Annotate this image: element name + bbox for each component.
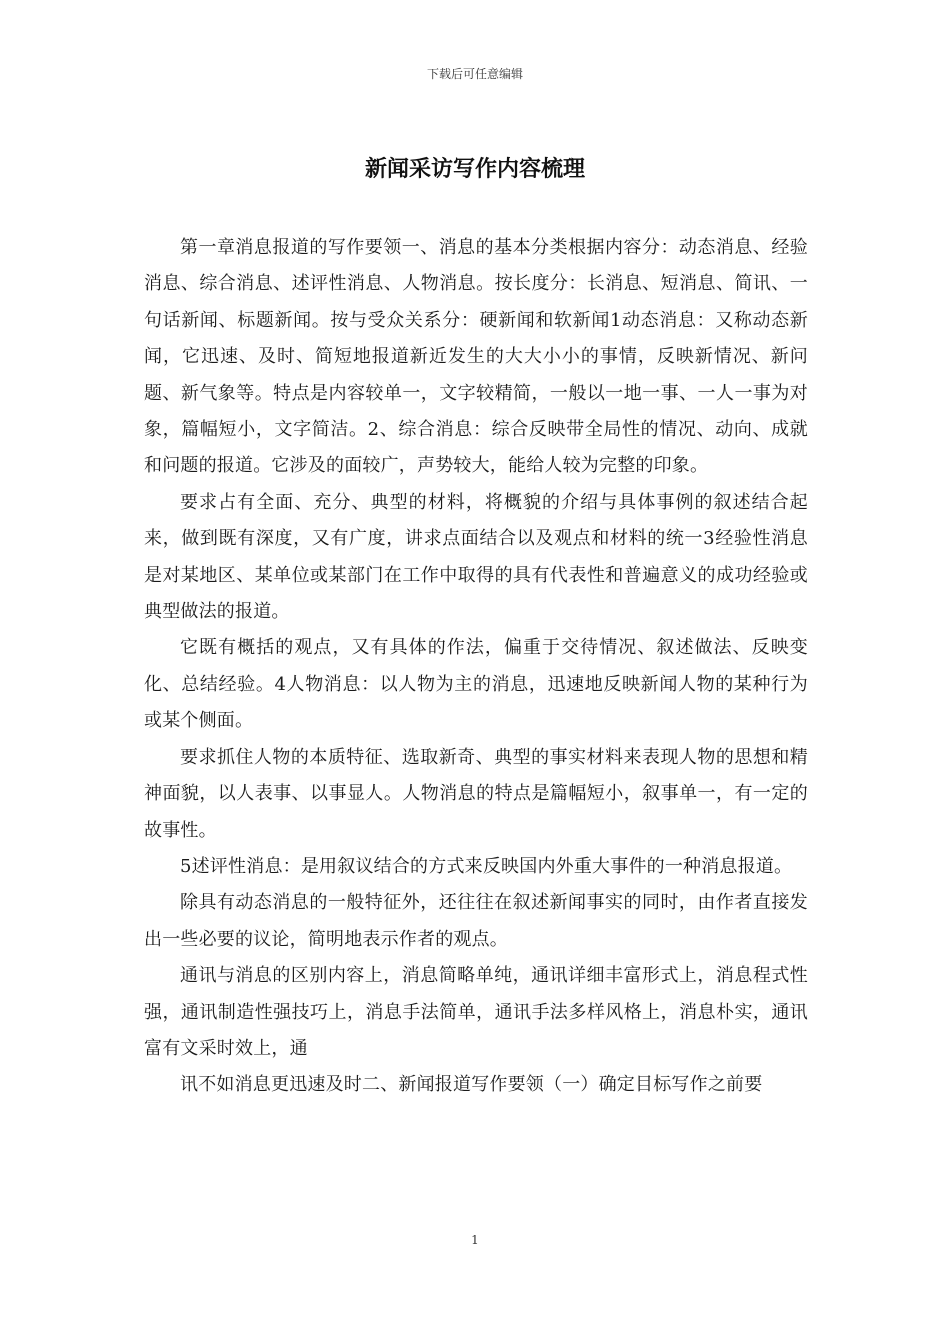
paragraph: 5述评性消息：是用叙议结合的方式来反映国内外重大事件的一种消息报道。	[180, 855, 793, 877]
paragraph: 除具有动态消息的一般特征外，还往往在叙述新闻事实的同时，由作者直接发出一些必要的议论，简明地表示作者的观点。	[144, 892, 808, 950]
paragraph: 要求占有全面、充分、典型的材料，将概貌的介绍与具体事例的叙述结合起来，做到既有深度，又有广度，讲求点面结合以及观点和材料的统一3经验性消息是对某地区、某单位或某部门在工作中取得的具有代表性和普遍意义的成功经验或典型做法的报道。	[144, 491, 808, 623]
page-number: 1	[471, 1233, 479, 1247]
paragraph: 第一章消息报道的写作要领一、消息的基本分类根据内容分：动态消息、经验消息、综合消息、述评性消息、人物消息。按长度分：长消息、短消息、简讯、一句话新闻、标题新闻。按与受众关系分：硬新闻和软新闻1动态消息：又称动态新闻，它迅速、及时、简短地报道新近发生的大大小小的事情，反映新情况、新问题、新气象等。特点是内容较单一，文字较精简，一般以一地一事、一人一事为对象，篇幅短小，文字简洁。2、综合消息：综合反映带全局性的情况、动向、成就和问题的报道。它涉及的面较广，声势较大，能给人较为完整的印象。	[144, 237, 808, 477]
document-title: 新闻采访写作内容梳理	[364, 156, 585, 182]
paragraph: 要求抓住人物的本质特征、选取新奇、典型的事实材料来表现人物的思想和精神面貌，以人表事、以事显人。人物消息的特点是篇幅短小，叙事单一，有一定的故事性。	[144, 746, 808, 841]
paragraph: 它既有概括的观点，又有具体的作法，偏重于交待情况、叙述做法、反映变化、总结经验。4人物消息：以人物为主的消息，迅速地反映新闻人物的某种行为或某个侧面。	[144, 637, 808, 732]
header-note: 下载后可任意编辑	[426, 67, 523, 81]
document-body	[144, 230, 808, 1104]
paragraph: 讯不如消息更迅速及时二、新闻报道写作要领（一）确定目标写作之前要	[180, 1074, 763, 1096]
paragraph: 通讯与消息的区别内容上，消息简略单纯，通讯详细丰富形式上，消息程式性强，通讯制造性强技巧上，消息手法简单，通讯手法多样风格上，消息朴实，通讯富有文采时效上，通	[144, 965, 808, 1059]
